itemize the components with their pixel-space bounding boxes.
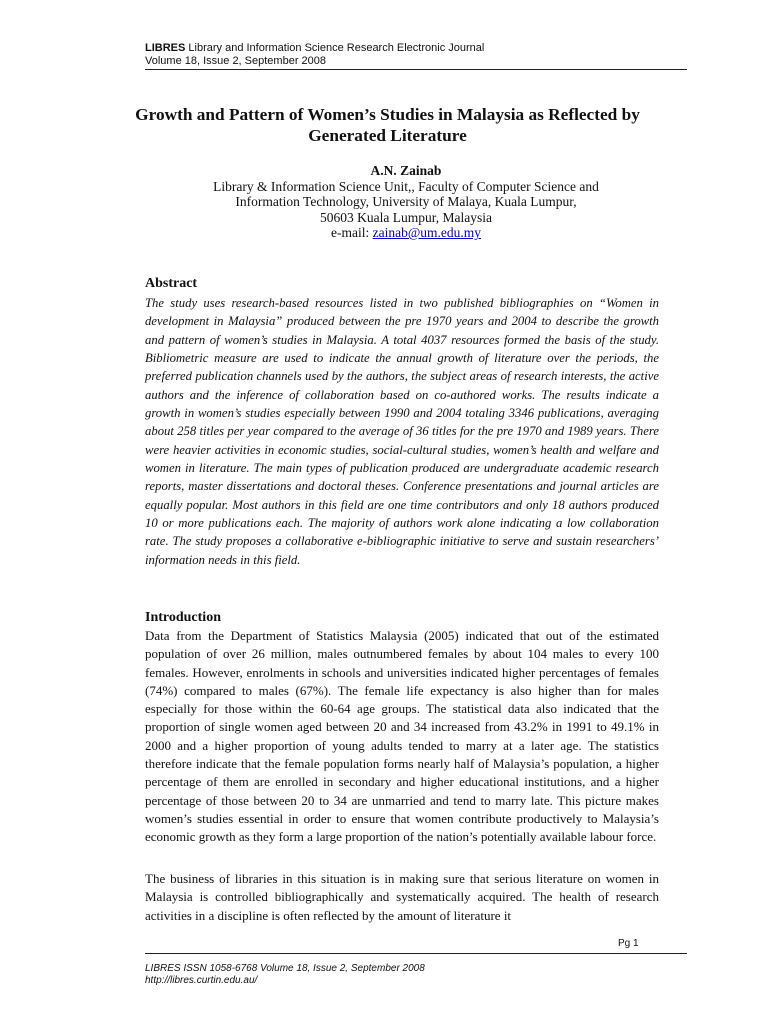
- email-link[interactable]: zainab@um.edu.my: [372, 225, 481, 240]
- affiliation-line-2: Information Technology, University of Malaya, Kuala Lumpur,: [235, 194, 577, 209]
- footer-url[interactable]: http://libres.curtin.edu.au/: [145, 975, 258, 986]
- running-header: [145, 42, 685, 68]
- introduction-paragraph-1: Data from the Department of Statistics Malaysia (2005) indicated that out of the estimated population of over 26 million, males outnumbered females by about 104 males to every 100 females. However, enrolments in schools and universities indicated higher percentages of females (74%) compared to males (67%). The female life expectancy is also higher than for males especially for those within the 60-64 age groups. The statistical data also indicated that the proportion of single women aged between 20 and 34 increased from 43.2% in 1991 to 49.1% in 2000 and a higher proportion of young adults tended to marry at a later age. The statistics therefore indicate that the female population forms nearly half of Malaysia’s population, a higher percentage of them are enrolled in secondary and higher educational institutions, and a higher percentage of those between 20 to 34 are unmarried and tend to marry late. This picture makes women’s studies essential in order to ensure that women contribute productively to Malaysia’s economic growth as they form a large proportion of the nation’s potentially available labour force.: [145, 628, 659, 845]
- journal-full-name: Library and Information Science Research Electronic Journal: [185, 42, 485, 54]
- author-name: A.N. Zainab: [370, 163, 442, 178]
- paper-title: Growth and Pattern of Women’s Studies in Malaysia as Reflected by Generated Literature: [135, 105, 640, 145]
- volume-line: Volume 18, Issue 2, September 2008: [145, 55, 327, 67]
- page-number: Pg 1: [618, 938, 639, 949]
- header-rule: [145, 69, 687, 70]
- author-block: [145, 163, 667, 241]
- abstract-heading: Abstract: [145, 276, 198, 291]
- abstract-text: The study uses research-based resources listed in two published bibliographies on “Women in development in Malaysia” produced between the pre 1970 years and 2004 to describe the growth and pattern of women’s studies in Malaysia. A total 4037 resources formed the basis of the study. Bibliometric measure are used to indicate the annual growth of literature over the periods, the preferred publication channels used by the authors, the subject areas of research interests, the active authors and the inference of collaboration based on co-authored works. The results indicate a growth in women’s studies especially between 1990 and 2004 totaling 3346 publications, averaging about 258 titles per year compared to the average of 36 titles for the pre 1970 and 1989 years. There were heavier activities in economic studies, social-cultural studies, women’s health and welfare and women in literature. The main types of publication produced are undergraduate academic research reports, master dissertations and doctoral theses. Conference presentations and journal articles are equally popular. Most authors in this field are one time contributors and only 18 authors produced 10 or more publications each. The majority of authors work alone indicating a low collaboration rate. The study proposes a collaborative e-bibliographic initiative to serve and sustain researchers’ information needs in this field.: [145, 296, 659, 567]
- email-label: e-mail:: [330, 225, 373, 240]
- affiliation-line-1: Library & Information Science Unit,, Faculty of Computer Science and: [213, 178, 599, 194]
- running-footer: [145, 963, 425, 987]
- footer-issn: LIBRES ISSN 1058-6768 Volume 18, Issue 2, September 2008: [145, 963, 425, 974]
- affiliation-line-3: 50603 Kuala Lumpur, Malaysia: [320, 209, 492, 225]
- introduction-heading: Introduction: [145, 610, 221, 625]
- footer-rule: [145, 953, 687, 954]
- journal-line: [145, 42, 685, 55]
- journal-short-name: LIBRES: [145, 42, 186, 54]
- introduction-paragraph-2: The business of libraries in this situation is in making sure that serious literature on women in Malaysia is controlled bibliographically and systematically acquired. The health of research activities in a discipline is often reflected by the amount of literature it: [145, 871, 659, 923]
- email-line: [145, 225, 667, 241]
